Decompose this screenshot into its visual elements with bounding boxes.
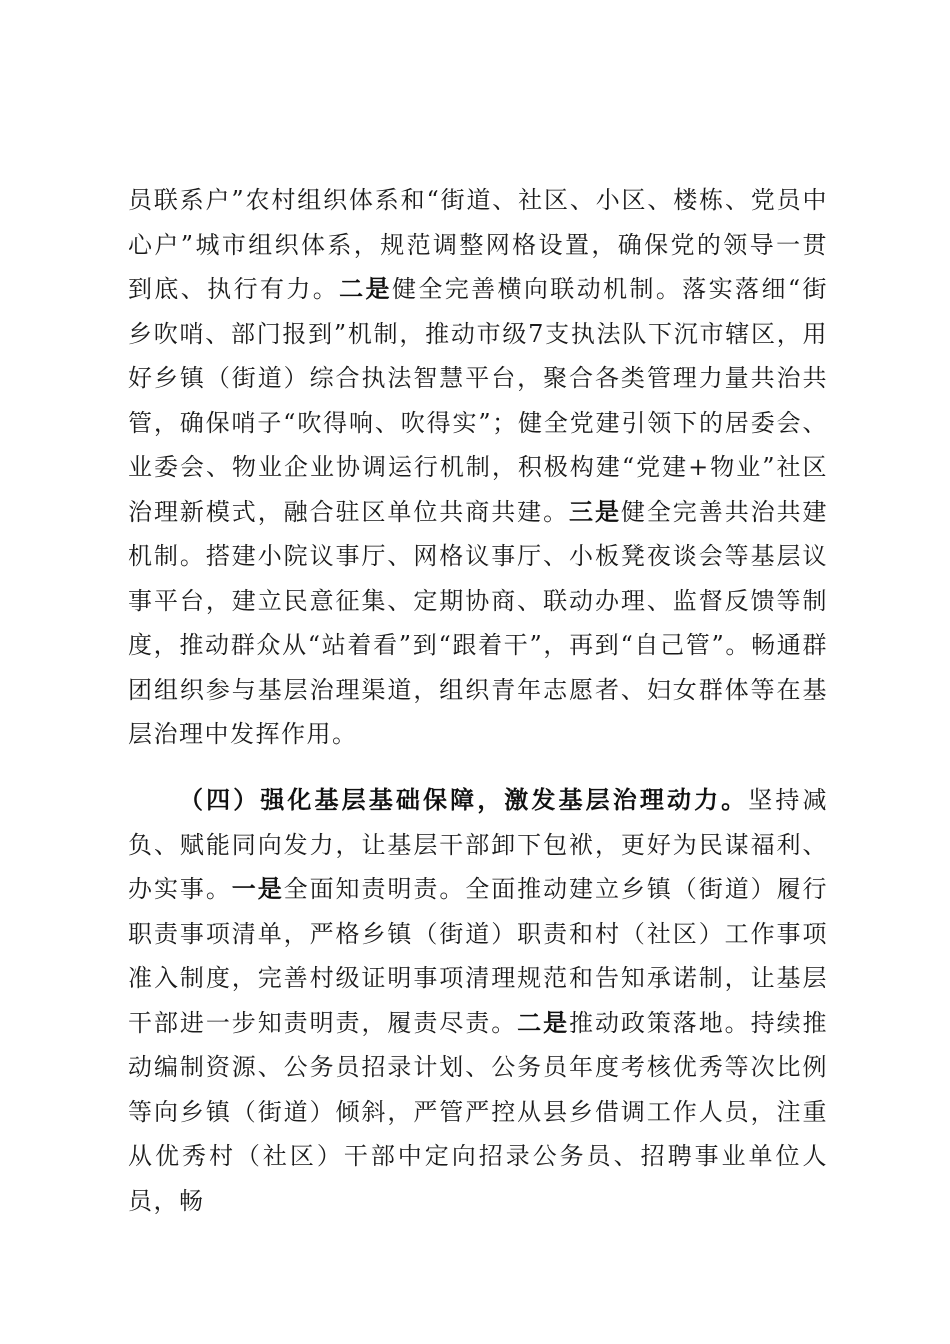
item-marker-two: 二是 (517, 1007, 570, 1037)
item-marker-three: 三是 (569, 496, 621, 526)
paragraph-text: 推动政策落地。持续推动编制资源、公务员招录计划、公务员年度考核优秀等次比例等向乡镇（街道）倾斜，严管严控从县乡借调工作人员，注重从优秀村（社区）干部中定向招录公务员、招聘事业单位人员，畅 (128, 1008, 829, 1215)
paragraph-text: 员联系户”农村组织体系和“街道、社区、小区、楼栋、党员中心户”城市组织体系，规范调整网格设置，确保党的领导一贯到底、执行有力。 (128, 186, 828, 303)
paragraph-text: 健全完善横向联动机制。落实落细“街乡吹哨、部门报到”机制，推动市级7支执法队下沉市辖区，用好乡镇（街道）综合执法智慧平台，聚合各类管理力量共治共管，确保哨子“吹得响、吹得实”；健全党建引领下的居委会、业委会、物业企业协调运行机制，积极构建“党建+物业”社区治理新模式，融合驻区单位共商共建。 (128, 275, 829, 526)
body-paragraph-continued (128, 178, 828, 768)
paragraph-text: 坚持减负、赋能同向发力，让基层干部卸下包袱，更好为民谋福利、办实事。 (128, 786, 828, 903)
item-marker-one: 一是 (231, 874, 284, 903)
paragraph-text: 全面知责明责。全面推动建立乡镇（街道）履行职责事项清单，严格乡镇（街道）职责和村（社区）工作事项准入制度，完善村级证明事项清理规范和告知承诺制，让基层干部进一步知责明责，履责尽责。 (128, 875, 829, 1037)
paragraph-text: 健全完善共治共建机制。搭建小院议事厅、网格议事厅、小板凳夜谈会等基层议事平台，建立民意征集、定期协商、联动办理、监督反馈等制度，推动群众从“站着看”到“跟着干”，再到“自己管”。畅通群团组织参与基层治理渠道，组织青年志愿者、妇女群体等在基层治理中发挥作用。 (128, 497, 829, 748)
item-marker-two: 二是 (339, 274, 392, 303)
section-heading: （四）强化基层基础保障，激发基层治理动力。 (179, 785, 749, 814)
body-paragraph-section-four (128, 778, 829, 1215)
